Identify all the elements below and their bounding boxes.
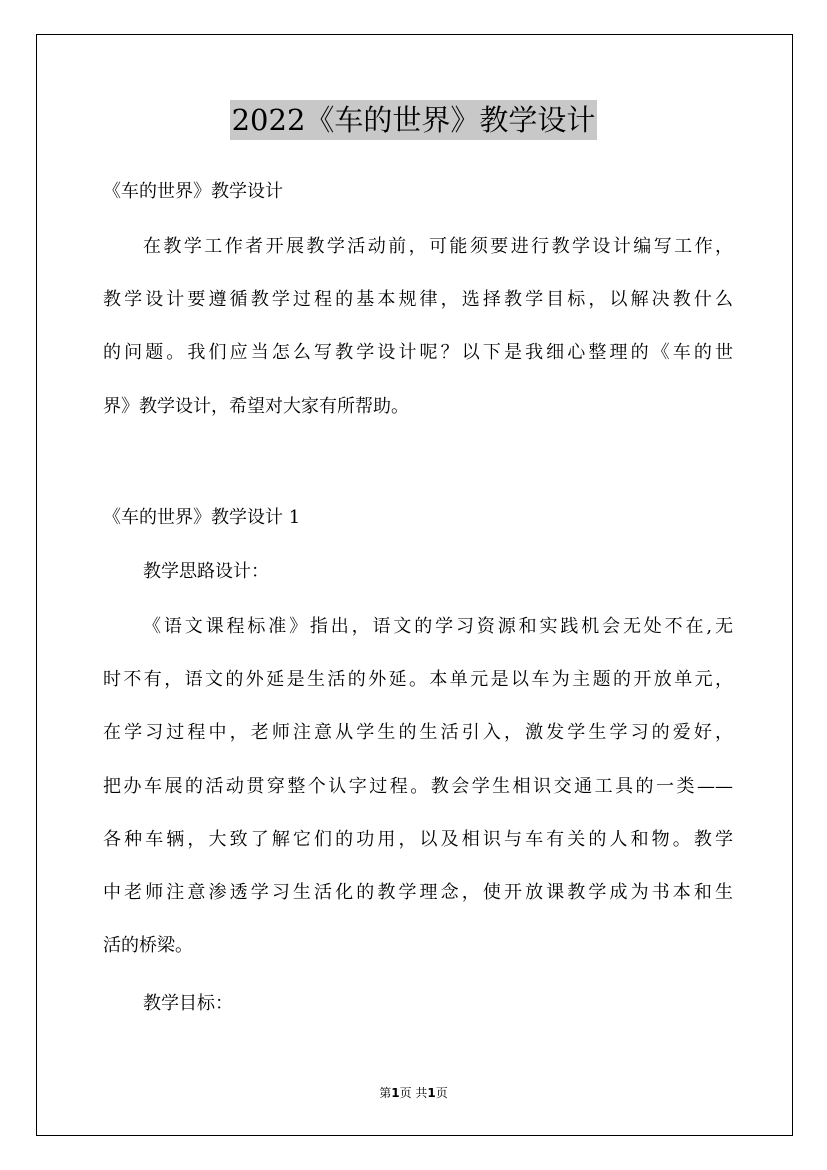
subtitle: 《车的世界》教学设计 [103,181,283,202]
document-title: 2022《车的世界》教学设计 [230,100,598,140]
title-wrap [0,100,827,140]
body-line: 在学习过程中，老师注意从学生的生活引入，激发学生学习的爱好， [103,722,733,744]
goals-heading: 教学目标： [143,993,233,1014]
body-line: 中老师注意渗透学习生活化的教学理念，使开放课教学成为书本和生 [103,881,733,903]
body-line: 时不有，语文的外延是生活的外延。本单元是以车为主题的开放单元， [103,669,733,691]
page-footer [0,1084,827,1101]
body-line: 《语文课程标准》指出，语文的学习资源和实践机会无处不在,无 [143,616,733,637]
footer-mid: 页 共 [399,1086,428,1100]
intro-line: 教学设计要遵循教学过程的基本规律，选择教学目标，以解决教什么 [103,289,733,311]
body-line: 各种车辆，大致了解它们的功用，以及相识与车有关的人和物。教学 [103,828,733,850]
body-line: 活的桥梁。 [103,935,193,957]
thinking-heading: 教学思路设计： [143,561,269,582]
intro-line: 界》教学设计，希望对大家有所帮助。 [103,395,409,417]
intro-line: 在教学工作者开展教学活动前，可能须要进行教学设计编写工作， [143,236,733,257]
footer-prefix: 第 [379,1086,392,1100]
body-paragraph [103,600,733,972]
page-number: 1 [391,1086,400,1100]
footer-suffix: 页 [435,1086,448,1100]
section-heading: 《车的世界》教学设计 1 [103,507,301,528]
body-line: 把办车展的活动贯穿整个认字过程。教会学生相识交通工具的一类—— [103,775,733,797]
intro-line: 的问题。我们应当怎么写教学设计呢？以下是我细心整理的《车的世 [103,342,733,364]
total-pages: 1 [427,1086,436,1100]
intro-paragraph [103,220,733,433]
